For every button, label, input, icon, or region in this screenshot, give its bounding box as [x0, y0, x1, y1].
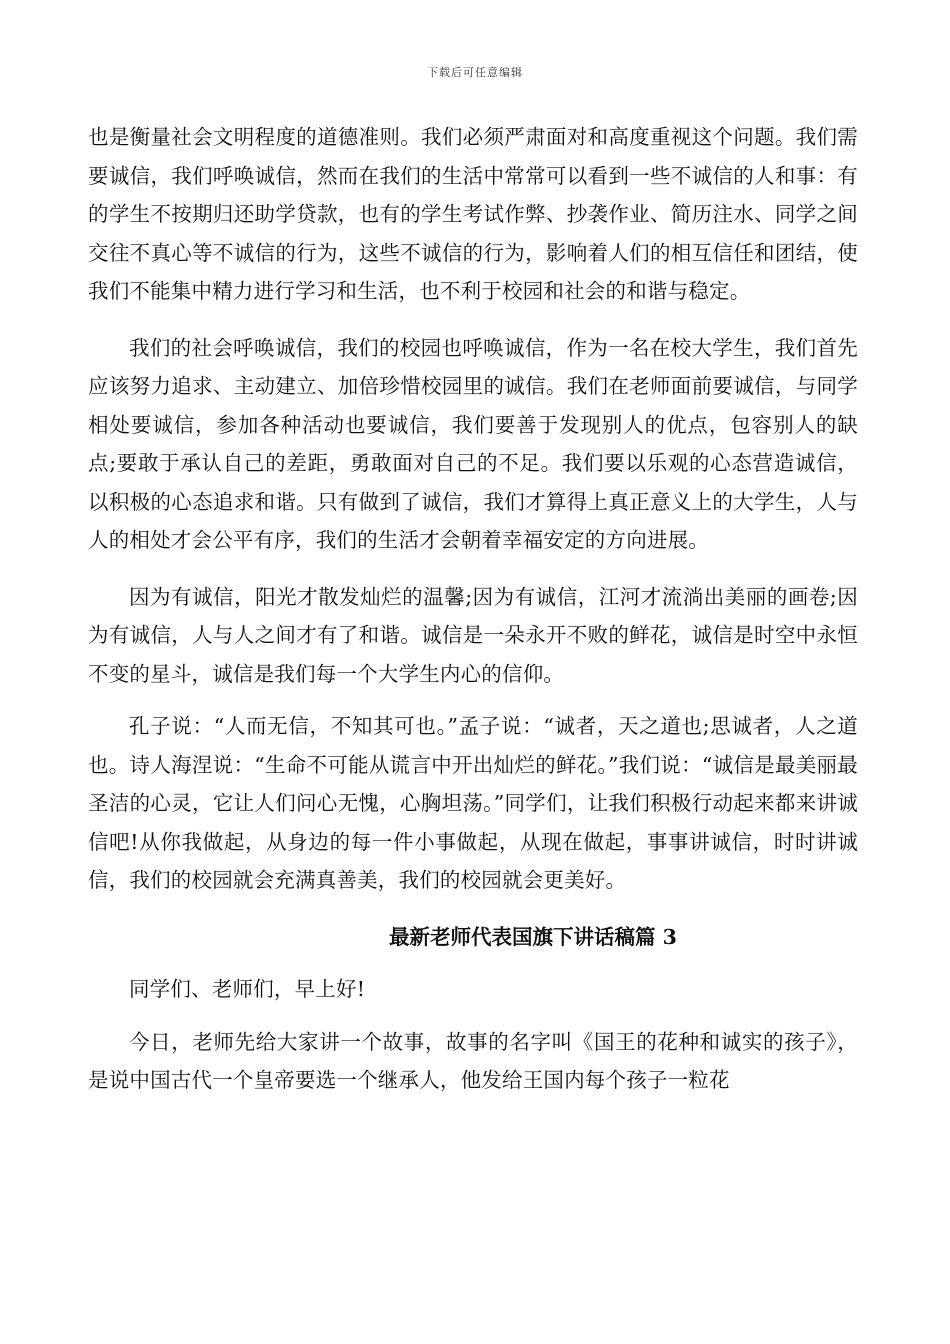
section-title: 最新老师代表国旗下讲话稿篇 3: [389, 924, 677, 949]
paragraph-gap: [88, 311, 858, 329]
greeting-paragraph: 同学们、老师们，早上好!: [129, 977, 366, 1001]
paragraph-gap: [88, 956, 858, 970]
paragraph-gap: [88, 560, 858, 578]
paragraph-gap: [88, 693, 858, 707]
paragraph-4: 孔子说：“人而无信，不知其可也。”孟子说：“诚者，天之道也;思诚者，人之道也。诗人海涅说：“生命不可能从谎言中开出灿烂的鲜花。”我们说：“诚信是最美丽最圣洁的心灵，它让人们问心无愧，心胸坦荡。”同学们，让我们积极行动起来都来讲诚信吧!从你我做起，从身边的每一件小事做起，从现在做起，事事讲诚信，时时讲诚信，我们的校园就会充满真善美，我们的校园就会更美好。: [88, 714, 858, 892]
paragraph-3: 因为有诚信，阳光才散发灿烂的温馨;因为有诚信，江河才流淌出美丽的画卷;因为有诚信，人与人之间才有了和谐。诚信是一朵永开不败的鲜花，诚信是时空中永恒不变的星斗，诚信是我们每一个大学生内心的信仰。: [88, 584, 858, 686]
paragraph-1: 也是衡量社会文明程度的道德准则。我们必须严肃面对和高度重视这个问题。我们需要诚信，我们呼唤诚信，然而在我们的生活中常常可以看到一些不诚信的人和事：有的学生不按期归还助学贷款，也有的学生考试作弊、抄袭作业、简历注水、同学之间交往不真心等不诚信的行为，这些不诚信的行为，影响着人们的相互信任和团结，使我们不能集中精力进行学习和生活，也不利于校园和社会的和谐与稳定。: [88, 125, 858, 303]
document-body: [88, 118, 858, 1100]
story-paragraph: 今日，老师先给大家讲一个故事，故事的名字叫《国王的花种和诚实的孩子》，是说中国古代一个皇帝要选一个继承人，他发给王国内每个孩子一粒花: [88, 1029, 858, 1092]
paragraph-2: 我们的社会呼唤诚信，我们的校园也呼唤诚信，作为一名在校大学生，我们首先应该努力追求、主动建立、加倍珍惜校园里的诚信。我们在老师面前要诚信，与同学相处要诚信，参加各种活动也要诚信，我们要善于发现别人的优点，包容别人的缺点;要敢于承认自己的差距，勇敢面对自己的不足。我们要以乐观的心态营造诚信，以积极的心态追求和谐。只有做到了诚信，我们才算得上真正意义上的大学生，人与人的相处才会公平有序，我们的生活才会朝着幸福安定的方向进展。: [88, 335, 858, 552]
paragraph-gap: [88, 900, 858, 918]
paragraph-gap: [88, 1009, 858, 1023]
page-header-note: 下载后可任意编辑: [427, 66, 523, 79]
